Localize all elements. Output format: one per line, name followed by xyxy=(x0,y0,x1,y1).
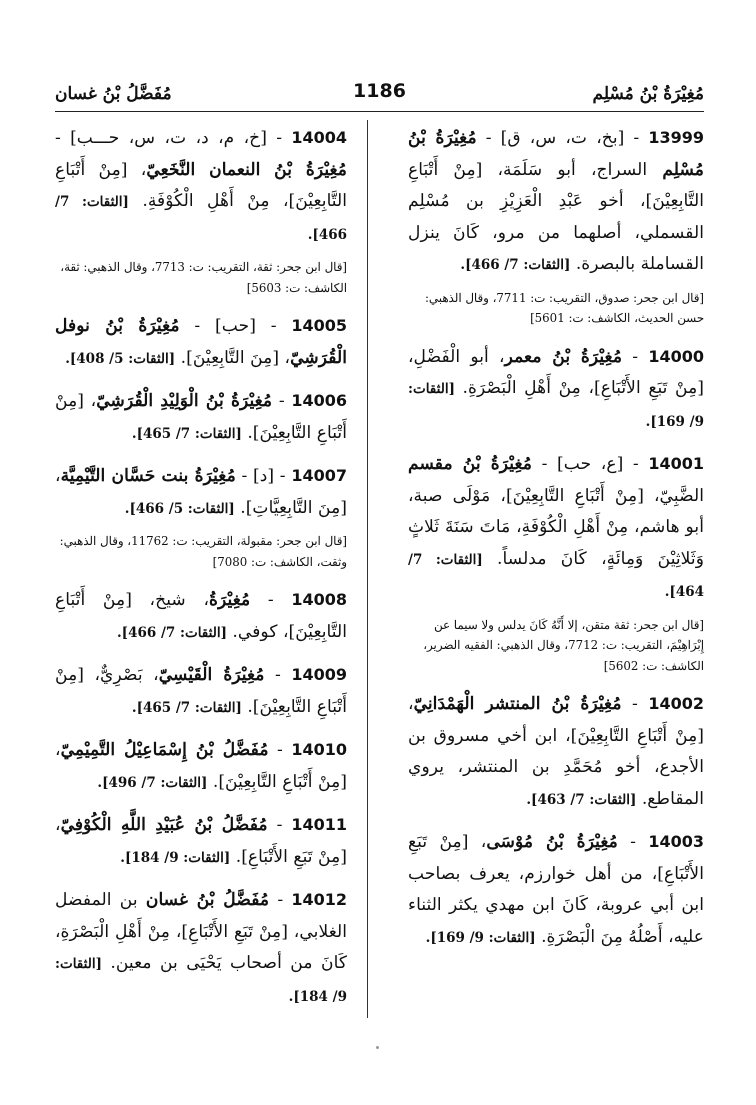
entry-prefix: - xyxy=(621,694,649,714)
entry-reference: [الثقات: 7/ 496]. xyxy=(97,774,208,791)
entry-prefix: - xyxy=(264,665,292,685)
entry-name: مُغِيْرَةُ بْنُ الْوَلِيْدِ الْقُرَشِيّ xyxy=(96,391,273,411)
entry-prefix: - [بخ، ت، س، ق] - xyxy=(476,128,649,148)
entry-reference: [الثقات: 7/ 466]. xyxy=(460,257,571,273)
entry-footnote: [قال ابن جحر: مقبولة، التقريب: ت: 11762، وقال الذهبي: وثقت، الكاشف: ت: 7080] xyxy=(59,534,347,569)
entry-text: ، [مِنْ أَتْبَاعِ التَّابِعِيْنَ]، مِنْ أَهْلِ الْكُوْفَةِ. xyxy=(55,159,348,211)
entry-prefix: - xyxy=(272,391,292,411)
biography-entry xyxy=(408,688,704,816)
entry-text: ، [مِنَ التَّابِعِيْنَ]. xyxy=(175,347,291,368)
page-header xyxy=(55,78,704,112)
entry-name: مُغِيْرَةُ بْنُ المنتشر الْهَمْدَانِيّ xyxy=(413,694,622,714)
biography-entry xyxy=(55,584,347,649)
biography-entry xyxy=(55,385,347,450)
entry-text: ، [مِنْ تَبَعِ الأَتْبَاعِ]. xyxy=(55,815,347,867)
entry-text: ، شيخ، [مِنْ أَتْبَاعِ التَّابِعِيْنَ]، كوفي. xyxy=(55,590,347,642)
entry-reference: [الثقات: 9/ 184]. xyxy=(55,956,347,1005)
entry-number: 14003 xyxy=(648,832,704,851)
entry-reference: [الثقات: 9/ 184]. xyxy=(120,849,231,866)
biography-entry xyxy=(408,122,704,282)
entry-number: 14006 xyxy=(291,391,348,410)
biography-entry xyxy=(55,884,347,1013)
entry-prefix: - xyxy=(267,815,292,835)
entry-number: 14012 xyxy=(291,890,348,909)
entry-name: مُغِيْرَةُ الْقَيْسِيّ xyxy=(158,665,265,685)
running-head-right: مُغِيْرَةُ بْنُ مُسْلِم xyxy=(592,84,704,104)
entry-name: مُفَضَّلُ بْنُ غسان xyxy=(145,890,270,910)
entry-text: بن المفضل الغلابي، [مِنْ تَبَعِ الأَتْبَاعِ]، مِنْ أَهْلِ الْبَصْرَةِ، كَانَ من أصحاب يَحْيَى بن معين. xyxy=(55,890,347,973)
entry-prefix: - xyxy=(269,890,292,910)
biography-entry xyxy=(408,448,704,609)
biography-entry xyxy=(408,341,704,439)
entry-prefix: - [د] - xyxy=(235,466,292,486)
entry-reference: [الثقات: 5/ 466]. xyxy=(124,500,235,517)
entry-reference: [الثقات: 7/ 464]. xyxy=(408,551,704,600)
entry-text: السراج، أبو سَلَمَة، [مِنْ أَتْبَاعِ التَّابِعِيْنَ]، أخو عَبْدِ الْعَزِيْزِ بن مُسْلِم القسملي، أصلهما من مرو، كَانَ ينزل القساملة بالبصرة. xyxy=(408,159,704,274)
entry-reference: [الثقات: 5/ 408]. xyxy=(65,350,176,367)
entry-name: مُغِيْرَةُ بْنُ النعمان النَّخَعِيّ xyxy=(146,159,348,180)
entry-text: ، [مِنْ أَتْبَاعِ التَّابِعِيْنَ]. xyxy=(55,740,347,792)
entry-number: 14004 xyxy=(291,128,347,147)
biography-entry xyxy=(55,809,347,874)
entry-number: 13999 xyxy=(648,128,704,147)
entry-number: 14000 xyxy=(648,346,704,366)
entry-text: ، [مِنْ أَتْبَاعِ التَّابِعِيْنَ]. xyxy=(55,391,347,443)
entry-name: مُغِيْرَةُ xyxy=(209,590,251,610)
page-number: 1186 xyxy=(353,80,406,102)
entry-prefix: - [حب] - xyxy=(179,316,292,336)
entry-prefix: - xyxy=(622,346,649,367)
biography-entry xyxy=(55,460,347,525)
entry-reference: [الثقات: 7/ 465]. xyxy=(131,425,242,442)
entry-prefix: - xyxy=(268,740,292,760)
entry-prefix: - xyxy=(617,832,649,852)
left-column xyxy=(55,122,347,1023)
entry-reference: [الثقات: 7/ 466]. xyxy=(116,624,227,641)
entry-prefix: - xyxy=(250,590,292,610)
biography-entry xyxy=(408,826,704,954)
entry-number: 14010 xyxy=(291,740,347,759)
entry-reference: [الثقات: 7/ 463]. xyxy=(526,791,637,808)
entry-name: مُغِيْرَةُ بْنُ معمر xyxy=(504,346,623,367)
entry-reference: [الثقات: 9/ 169]. xyxy=(425,929,536,946)
entry-name: مُفَضَّلُ بْنُ عُبَيْدِ اللَّهِ الْكُوْفِيّ xyxy=(60,815,268,835)
entry-number: 14002 xyxy=(648,694,705,713)
right-column xyxy=(408,122,704,964)
entry-number: 14008 xyxy=(291,590,348,609)
entry-prefix: - [خ، م، د، ت، س، حـــب] - xyxy=(55,128,292,148)
entry-prefix: - [ع، حب] - xyxy=(531,454,649,474)
entry-name: مُغِيْرَةُ بْنُ نوفل الْقُرَشِيّ xyxy=(55,316,347,368)
biography-entry xyxy=(55,310,347,375)
entry-name: مُغِيْرَةُ بنت حَسَّان التَّيْمِيَّة xyxy=(60,466,236,486)
entry-name: مُفَضَّلُ بْنُ إِسْمَاعِيْلُ التَّمِيْمِيّ xyxy=(60,740,269,760)
entry-reference: [الثقات: 7/ 465]. xyxy=(131,699,242,716)
entry-number: 14005 xyxy=(291,316,348,335)
biography-entry xyxy=(55,734,347,799)
entry-text: الضَّبِيّ، [مِنْ أَتْبَاعِ التَّابِعِيْنَ]، مَوْلَى صبة، أبو هاشم، مِنْ أَهْلِ الْكُوْفَةِ، مَاتَ سَنَةَ ثَلاثٍ وَثَلاثِيْنَ وَمِائَةٍ، كَانَ مدلساً. xyxy=(408,485,704,569)
entry-name: مُغِيْرَةُ بْنُ مُسْلِم xyxy=(408,128,704,180)
entry-number: 14001 xyxy=(648,454,704,473)
entry-number: 14007 xyxy=(291,466,347,485)
header-rule xyxy=(55,111,704,112)
entry-name: مُغِيْرَةُ بْنُ مقسم xyxy=(408,454,532,474)
biography-entry xyxy=(55,659,347,724)
column-divider xyxy=(367,120,368,1018)
entry-text: ، [مِنَ التَّابِعِيَّاتِ]. xyxy=(55,466,347,518)
entry-footnote: [قال ابن جحر: ثقة متقن، إلا أَنَّهُ كَانَ يدلس ولا سيما عن إِبْرَاهِيْمَ، التقريب: ت: 7712، وقال الذهبي: الفقيه الضرير، الكاشف: ت: 5602] xyxy=(423,617,704,673)
page-mark xyxy=(376,1046,379,1049)
entry-text: ، بَصْرِيٌّ، [مِنْ أَتْبَاعِ التَّابِعِيْنَ]. xyxy=(55,665,347,717)
entry-number: 14011 xyxy=(291,815,347,834)
entry-number: 14009 xyxy=(291,665,347,684)
running-head-left: مُفَضَّلُ بْنُ غسان xyxy=(55,84,172,104)
entry-reference: [الثقات: 7/ 466]. xyxy=(55,194,347,243)
entry-text: ، [مِنْ تَبَعِ الأَتْبَاعِ]، من أهل خوارزم، يعرف بصاحب ابن أبي عروبة، كَانَ ابن مهدي يكثر الثناء عليه، أَصْلُهُ مِنَ الْبَصْرَةِ. xyxy=(408,832,704,947)
entry-footnote: [قال ابن جحر: صدوق، التقريب: ت: 7711، وقال الذهبي: حسن الحديث، الكاشف: ت: 5601] xyxy=(424,290,704,325)
entry-text: ، أبو الْفَضْلِ، [مِنْ تَبَعِ الأَتْبَاعِ]، مِنْ أَهْلِ الْبَصْرَةِ. xyxy=(408,346,704,398)
entry-reference: [الثقات: 9/ 169]. xyxy=(408,381,704,430)
entry-name: مُغِيْرَةُ بْنُ مُوْسَى xyxy=(486,832,618,852)
entry-text: ، [مِنْ أَتْبَاعِ التَّابِعِيْنَ]، ابن أخي مسروق بن الأجدع، أخو مُحَمَّدِ بن المنتشر، يروي المقاطع. xyxy=(408,694,704,809)
biography-entry xyxy=(55,122,347,251)
entry-footnote: [قال ابن جحر: ثقة، التقريب: ت: 7713، وقال الذهبي: ثقة، الكاشف: ت: 5603] xyxy=(60,260,347,295)
